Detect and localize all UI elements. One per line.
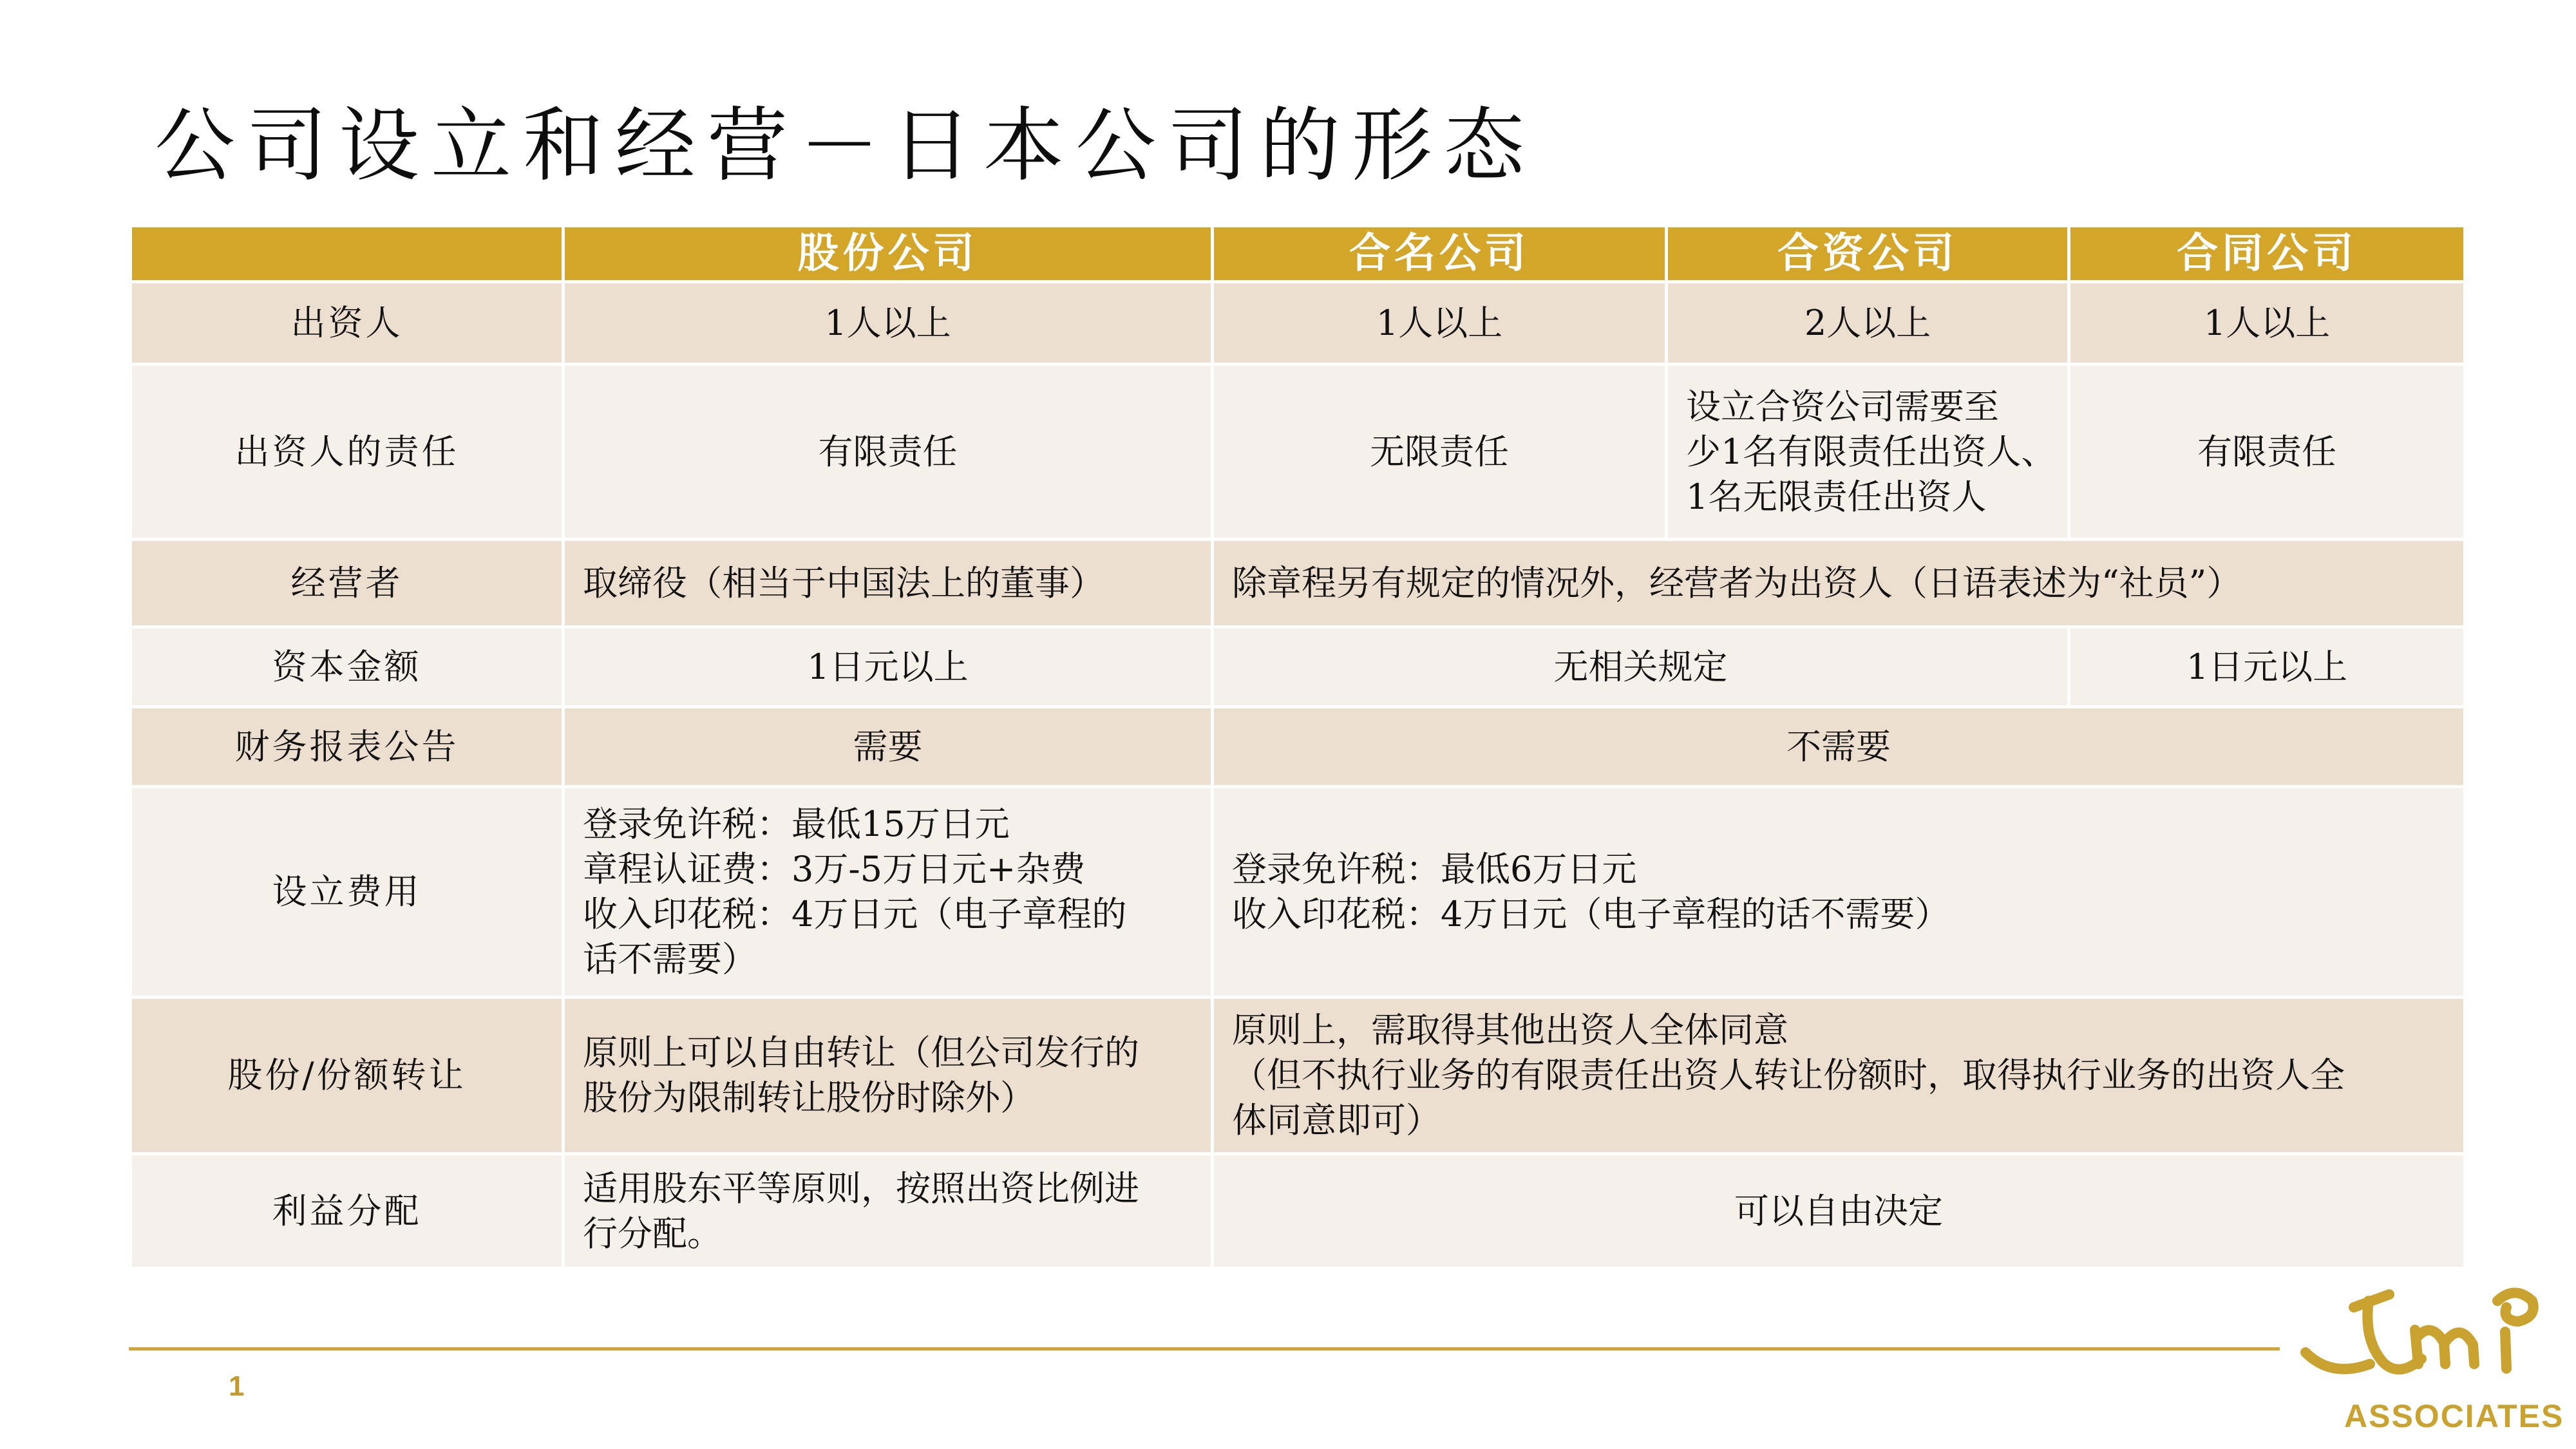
table-cell: 需要 [564, 707, 1213, 787]
table-cell: 可以自由决定 [1213, 1154, 2465, 1269]
footer-divider [129, 1347, 2280, 1350]
cell-line: 设立合资公司需要至 [1686, 386, 1999, 427]
cell-line: 登录免许税：最低6万日元 [1232, 849, 1637, 889]
table-cell: 无相关规定 [1213, 627, 2069, 707]
cell-line: 收入印花税：4万日元（电子章程的话不需要） [1232, 894, 1950, 934]
table-cell: 1日元以上 [564, 627, 1213, 707]
table-cell [564, 998, 1213, 1154]
header-kabushiki: 股份公司 [564, 226, 1213, 282]
cell-line: 原则上，需取得其他出资人全体同意 [1232, 1010, 1788, 1050]
cell-line: 收入印花税：4万日元（电子章程的 [583, 894, 1127, 934]
table-row [131, 282, 2465, 365]
row-label: 经营者 [131, 540, 564, 627]
table-cell: 2人以上 [1667, 282, 2069, 365]
row-label: 资本金额 [131, 627, 564, 707]
cell-line: 登录免许税：最低15万日元 [583, 804, 1010, 844]
cell-line: 适用股东平等原则，按照出资比例进 [583, 1168, 1139, 1209]
table-cell: 除章程另有规定的情况外，经营者为出资人（日语表述为“社员”） [1213, 540, 2465, 627]
cell-line: 1名无限责任出资人 [1686, 476, 1987, 517]
cell-line: 话不需要） [583, 939, 757, 980]
table-row [131, 365, 2465, 540]
table-cell: 有限责任 [564, 365, 1213, 540]
table-cell [564, 1154, 1213, 1269]
company-types-table [129, 224, 2467, 1270]
table-cell [1667, 365, 2069, 540]
row-label: 出资人 [131, 282, 564, 365]
table-row [131, 1154, 2465, 1269]
table-cell [1213, 998, 2465, 1154]
row-label: 股份/份额转让 [131, 998, 564, 1154]
table-cell: 1人以上 [2069, 282, 2465, 365]
table-row [131, 787, 2465, 998]
page-number: 1 [229, 1370, 245, 1402]
table-cell: 不需要 [1213, 707, 2465, 787]
table-cell: 1人以上 [1213, 282, 1667, 365]
table-cell: 1人以上 [564, 282, 1213, 365]
table-cell: 取缔役（相当于中国法上的董事） [564, 540, 1213, 627]
table-row [131, 707, 2465, 787]
table-cell [1213, 787, 2465, 998]
header-godo: 合同公司 [2069, 226, 2465, 282]
cell-line: 体同意即可） [1232, 1100, 1441, 1141]
table-row [131, 540, 2465, 627]
cell-line: 原则上可以自由转让（但公司发行的 [583, 1032, 1139, 1073]
row-label: 利益分配 [131, 1154, 564, 1269]
cell-line: 股份为限制转让股份时除外） [583, 1077, 1035, 1118]
table-row [131, 998, 2465, 1154]
cell-line: 章程认证费：3万-5万日元+杂费 [583, 849, 1086, 889]
page-title: 公司设立和经营－日本公司的形态 [155, 99, 1536, 193]
header-goshi: 合资公司 [1667, 226, 2069, 282]
tmi-logo-icon [2293, 1282, 2550, 1404]
row-label: 设立费用 [131, 787, 564, 998]
cell-line: 行分配。 [583, 1213, 722, 1254]
table-cell: 有限责任 [2069, 365, 2465, 540]
cell-line: 少1名有限责任出资人、 [1686, 431, 2056, 472]
table-cell: 1日元以上 [2069, 627, 2465, 707]
logo-text: ASSOCIATES [2344, 1398, 2564, 1434]
row-label: 出资人的责任 [131, 365, 564, 540]
table-cell [564, 787, 1213, 998]
header-empty-cell [131, 226, 564, 282]
row-label: 财务报表公告 [131, 707, 564, 787]
table-row [131, 627, 2465, 707]
cell-line: （但不执行业务的有限责任出资人转让份额时，取得执行业务的出资人全 [1232, 1055, 2345, 1095]
header-gomei: 合名公司 [1213, 226, 1667, 282]
table-header-row [131, 226, 2465, 282]
table-cell: 无限责任 [1213, 365, 1667, 540]
